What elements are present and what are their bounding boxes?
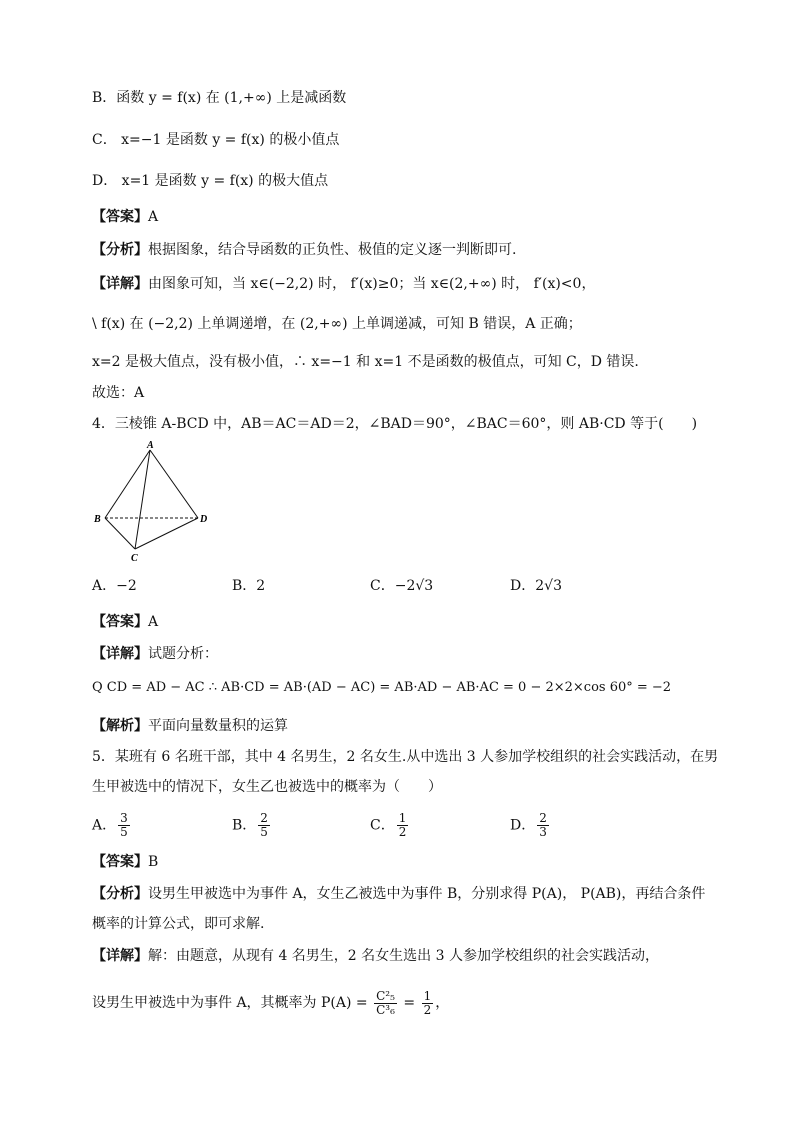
option-d-text: D． x=1 是函数 y = f(x) 的极大值点 [92, 173, 329, 189]
option-letter: D． [510, 578, 536, 594]
jiexi-text: 平面向量数量积的运算 [148, 718, 288, 734]
option-letter: B． [232, 578, 257, 594]
option-letter: A． [92, 578, 117, 594]
analysis-tag: 【分析】 [92, 242, 148, 258]
fraction-numerator: 1 [398, 811, 407, 825]
option-fraction [537, 812, 549, 839]
jiexi-tag: 【解析】 [92, 718, 148, 734]
analysis-5-line-1 [92, 884, 705, 904]
option-letter: B． [232, 817, 257, 834]
q4-option-c [370, 576, 433, 596]
answer-tag: 【答案】 [92, 854, 148, 870]
option-c-text: C． x=−1 是函数 y = f(x) 的极小值点 [92, 132, 340, 148]
fraction-denominator: 5 [120, 825, 128, 839]
option-value: −2 [116, 578, 137, 594]
analysis-tag: 【分析】 [92, 886, 148, 902]
detail-1 [92, 274, 595, 294]
q5-option-c [370, 812, 410, 839]
punctuation: ， [435, 995, 450, 1011]
detail-text: 由图象可知，当 x∈(−2,2) 时， f′(x)≥0；当 x∈(2,+∞) 时， f′(x)<0， [148, 276, 596, 292]
question-4: 4．三棱锥 A-BCD 中，AB＝AC＝AD＝2，∠BAD＝90°，∠BAC＝60°，则 AB·CD 等于( ) [92, 416, 698, 432]
edge-cd [135, 518, 198, 549]
combination-fraction [374, 990, 397, 1017]
equals-sign: = [403, 995, 416, 1011]
edge-ac [135, 450, 150, 549]
label-c: C [131, 553, 138, 564]
edge-bc [105, 518, 135, 549]
fraction-numerator: 2 [539, 811, 547, 825]
q5-option-a [92, 812, 132, 839]
option-b-text: B．函数 y = f(x) 在 (1,+∞) 上是减函数 [92, 90, 347, 106]
q4-option-b [232, 576, 265, 596]
detail-4-formula: Q CD = AD − AC ∴ AB·CD = AB·(AD − AC) = AB·AD − AB·AC = 0 − 2×2×cos 60° = −2 [92, 680, 672, 695]
question-5-line-1: 5．某班有 6 名班干部，其中 4 名男生，2 名女生.从中选出 3 人参加学校组织的社会实践活动，在男 [92, 749, 719, 765]
detail-tag: 【详解】 [92, 646, 148, 662]
fraction-denominator: 2 [398, 825, 407, 839]
option-value: 2 [256, 578, 266, 594]
result-fraction [422, 990, 434, 1017]
fraction-denominator: 2 [423, 1002, 432, 1017]
fraction-denominator: 3 [539, 825, 547, 839]
answer-5 [92, 852, 158, 872]
fraction-numerator: C²₅ [376, 988, 395, 1003]
answer-tag: 【答案】 [92, 209, 148, 225]
option-letter: A． [92, 817, 117, 834]
q5-option-d [510, 812, 551, 839]
analysis-text: 根据图象，结合导函数的正负性、极值的定义逐一判断即可. [148, 242, 517, 258]
fraction-numerator: 2 [260, 811, 268, 825]
fraction-denominator: C³₆ [376, 1002, 395, 1017]
option-value: −2√3 [394, 578, 434, 594]
label-b: B [94, 514, 101, 525]
fraction-numerator: 3 [120, 811, 128, 825]
answer-tag: 【答案】 [92, 614, 148, 630]
analysis-text: 设男生甲被选中为事件 A，女生乙被选中为事件 B，分别求得 P(A)， P(AB)，再结合条件 [148, 886, 706, 902]
option-letter: C． [370, 817, 395, 834]
analysis-5-line-2: 概率的计算公式，即可求解. [92, 916, 265, 932]
question-5-line-2: 生甲被选中的情况下，女生乙也被选中的概率为（ ） [92, 779, 442, 795]
option-letter: D． [510, 817, 536, 834]
fraction-numerator: 1 [423, 988, 432, 1003]
detail-5-line-2 [92, 988, 449, 1018]
option-letter: C． [370, 578, 395, 594]
option-fraction [118, 812, 130, 839]
answer-value: B [148, 854, 159, 870]
detail-5 [92, 946, 659, 966]
detail-tag: 【详解】 [92, 276, 148, 292]
detail-4 [92, 644, 218, 664]
answer-1 [92, 207, 158, 227]
jiexi-4 [92, 716, 288, 736]
answer-value: A [148, 209, 159, 225]
q4-option-a [92, 576, 137, 596]
detail-text: 试题分析： [148, 646, 218, 662]
tetrahedron-figure [88, 440, 218, 565]
answer-value: A [148, 614, 159, 630]
detail-1-line-3: x=2 是极大值点，没有极小值，∴ x=−1 和 x=1 不是函数的极值点，可知 C，D 错误. [92, 354, 639, 370]
q4-option-d [510, 576, 562, 596]
edge-ad [150, 450, 198, 518]
detail-1-line-2: \ f(x) 在 (−2,2) 上单调递增，在 (2,+∞) 上单调递减，可知 B 错误，A 正确； [92, 316, 582, 332]
answer-4 [92, 612, 158, 632]
analysis-1 [92, 240, 516, 260]
choose-1: 故选：A [92, 385, 145, 401]
q5-option-b [232, 812, 272, 839]
fraction-denominator: 5 [260, 825, 268, 839]
edge-ab [105, 450, 150, 518]
option-fraction [258, 812, 270, 839]
label-d: D [200, 514, 208, 525]
label-a: A [147, 440, 154, 451]
option-fraction [397, 812, 409, 839]
detail-text: 解：由题意，从现有 4 名男生，2 名女生选出 3 人参加学校组织的社会实践活动， [148, 948, 659, 964]
detail-text: 设男生甲被选中为事件 A，其概率为 P(A) = [92, 995, 368, 1011]
detail-tag: 【详解】 [92, 948, 148, 964]
option-value: 2√3 [535, 578, 562, 594]
